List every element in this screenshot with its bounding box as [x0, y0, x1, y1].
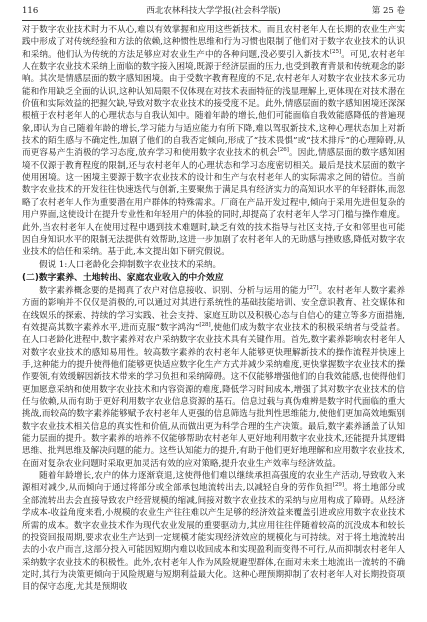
- paragraph-text: 。因此,情感层面的数字感知困境不仅源于教育程度的限制,还与农村老年人的心理状态和学习态度密切相关。最后是技术层面的数字使用困境。这一困境主要源于数字农业技术的设计和生产与农村老年人的实际需求之间的错位。当前数字农业技术的开发往往快速迭代与创新,主要聚焦于满足具有经济实力的高知识水平的年轻群体,而忽略了农村老年人作为重要潜在用户群体的特殊需求。厂商在产品开发过程中,倾向于采用先进但复杂的用户界面,这使设计在提升专业性和年轻用户的体验的同时,却提高了农村老年人学习门槛与操作难度。此外,当农村老年人在使用过程中遇到技术难题时,缺乏有效的技术指导与社区支持,子女和邻里也可能因自身知识水平的限制无法提供有效帮助,这进一步加剧了农村老年人的无助感与挫败感,降低对数字农业技术的信任和采纳。基于此,本文提出如下研究假说。: [22, 148, 406, 258]
- paragraph-text: 随着年龄增长,农户的体力逐渐衰退,这使得他们难以继续承担高强度的农业生产活动,导致收入来源相对减少,从而倾向于通过将部分或全部承包地流转出去,以减轻自身的劳作负担: [22, 471, 405, 494]
- citation: [26]: [277, 147, 289, 154]
- article-body: [22, 24, 405, 594]
- body-paragraph: [22, 470, 405, 593]
- volume-label: 第 25 卷: [371, 6, 405, 16]
- paragraph-text: 。将土地部分或全部流转出去会直接导致农户经营规模的缩减,间接对数字农业技术的采纳与应用构成了障碍。从经济学成本-收益角度来看,小规模的农业生产往往难以产生足够的经济效益来覆盖引进或应用数字农业技术所需的成本。数字农业技术作为现代农业发展的重要驱动力,其应用往往伴随着较高的沉没成本和较长的投资回报周期,要求农业生产达到一定规模才能实现经济效应的规模化与可持续。对于将土地流转出去的小农户而言,这部分投入可能因短期内难以收回成本和实现盈利而变得不可行,从而抑制农村老年人采纳数字农业技术的积极性。此外,农村老年人作为风险规避型群体,在面对未来土地流出一流转的不确定时,其行为决策更倾向于风险规避与短期利益最大化。这种心理预期抑制了农村老年人对长期投资项目的保守态度,尤其是预期收: [22, 483, 406, 593]
- journal-title: 西北农林科技大学学报(社会科学版): [146, 6, 281, 16]
- section-heading: (二)数字素养、土地转出、家庭农业收入的中介效应: [22, 273, 224, 284]
- header-rule: [22, 20, 405, 21]
- citation: [25]: [329, 48, 342, 55]
- citation: [29]: [332, 482, 345, 489]
- citation: [27]: [307, 285, 319, 292]
- hypothesis-1: 假说 1:人口老龄化会抑制数字农业技术的采纳。: [39, 260, 222, 271]
- paragraph-text: ,使他们成为数字农业技术的积极采纳者与受益者。在人口老龄化进程中,数字素养对农户采纳数字农业技术具有关键作用。首先,数字素养影响农村老年人对数字农业技术的感知易用性。较高数字素养的农村老年人能够更快理解新技术的操作流程并快速上手,这种能力的提升使得他们能够更快适应数字化生产方式并减少采纳难度,更快掌握数字农业技术的操作要领,有效缓解因新技术带来的学习负担和采纳障碍。这不仅能够增强他们的自我效能感,也使得他们更加愿意采纳和使用数字农业技术和内容资源的难度,降低学习时间成本,增强了其对数字农业技术的信任与依赖,从而有助于更好利用数字农业信息资源的基石。信息过载与真伪难辨是数字时代面临的重大挑战,而较高的数字素养能够赋予农村老年人更强的信息筛选与批判性思维能力,使他们更加高效地甄别数字农业技术相关信息的真实性和价值,从而做出更为科学合理的生产决策。最后,数字素养涵盖了认知能力层面的提升。数字素养的培养不仅能够帮助农村老年人更好地利用数字农业技术,还能提升其逻辑思维、批判思维及解决问题的能力。这些认知能力的提升,有助于他们更好地理解和应用数字农业技术,在面对复杂农业问题时采取更加灵活有效的应对策略,提升农业生产效率与经济效益。: [22, 323, 405, 469]
- citation: [28]: [199, 322, 211, 329]
- paragraph-text: 对于数字农业技术时力不从心,难以有效掌握和应用这些新技术。而且农村老年人在长期的农业生产实践中形成了对传统经验和方法的依赖,这种惯性思维和行为习惯也限制了他们对于数字农业技术的认识和采纳。他们认为传统的方法足够应对农业生产中的各种问题,没必要引入新技术: [22, 25, 405, 60]
- paragraph-text: 。农村老年人数字素养方面的影响并不仅仅是消极的,可以通过对其进行系统性的基础技能培训、安全意识教育、社交媒体和在线娱乐的探索、持续的学习实践、社会支持、家庭互助以及积极心态与自信心的建立等多方面措施,有效提高其数字素养水平,进而克服“数字鸿沟”: [22, 285, 406, 333]
- body-paragraph: [22, 24, 405, 259]
- body-paragraph: [22, 285, 405, 470]
- paragraph-text: 。可见,农村老年人在数字农业技术采纳上面临的数字接入困境,既源于经济层面的压力,也受到教育背景和传统观念的影响。其次是情感层面的数字感知困境。由于受数字教育程度的不足,农村老年人对数字农业技术多元功能和作用缺乏全面的认识,这种认知局限不仅体现在对技术表面特征的浅显理解上,更体现在对技术潜在价值和实际效益的把握欠缺,导致对数字农业技术的接受度不足。此外,情感层面的数字感知困境还深深根植于农村老年人的心理状态与自我认知中。随着年龄的增长,他们可能面临自我效能感降低的普遍现象,即认为自己随着年龄的增长,学习能力与适应能力有所下降,难以驾驭新技术,这种心理状态加上对新技术的陌生感与不确定性,加剧了他们的自我否定倾向,形成了“技术畏惧”或“技术排斥”的心理障碍,从而更容易产生消极的学习态度,放弃学习和使用数字农业技术的机会: [22, 49, 405, 159]
- page-number: 116: [22, 6, 39, 16]
- paragraph-text: 数字素养概念要的是揭真了农户对信息接收、识别、分析与运用的能力: [39, 285, 308, 296]
- running-header: [22, 4, 405, 18]
